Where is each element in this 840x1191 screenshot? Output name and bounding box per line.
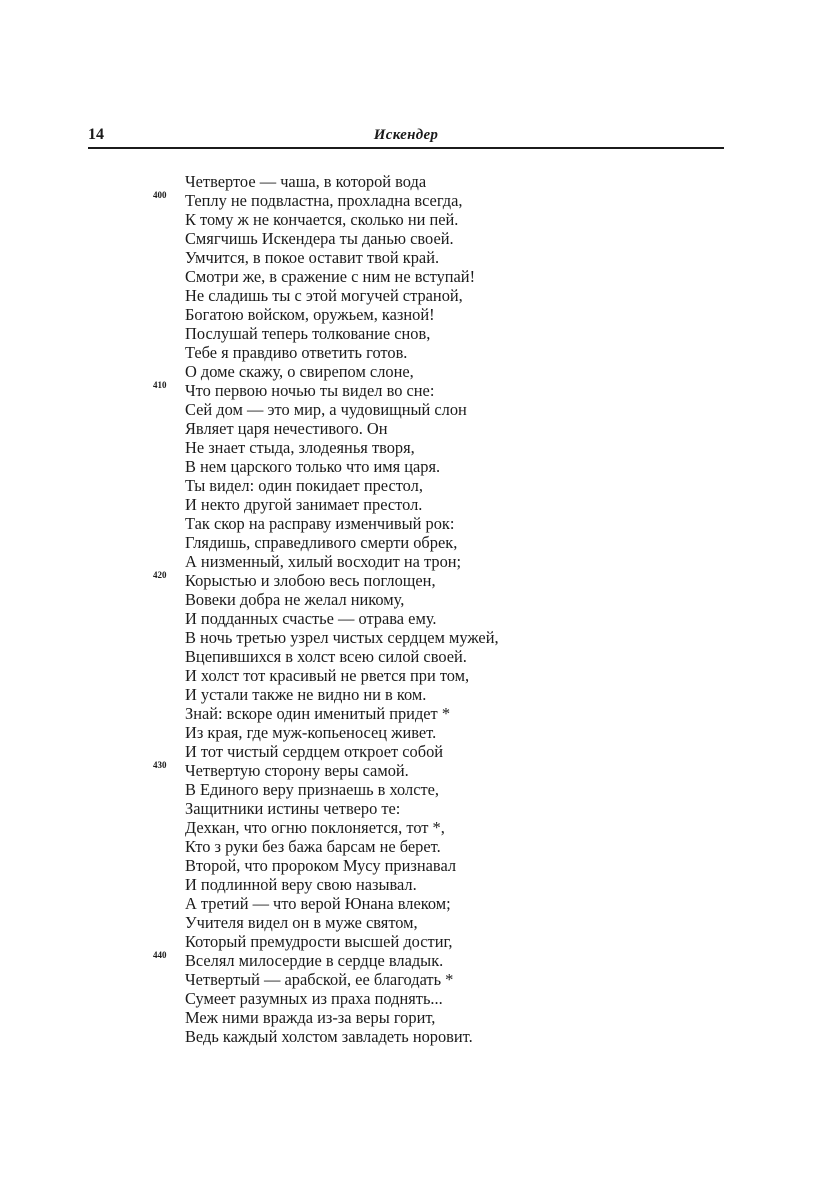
poem-line-text: В нем царского только что имя царя. [185, 457, 441, 476]
running-title: Искендер [373, 127, 439, 143]
poem-line-text: Тебе я правдиво ответить готов. [185, 343, 408, 362]
poem-line [185, 172, 745, 191]
poem-line [185, 362, 745, 381]
poem-line [185, 229, 745, 248]
poem-line-text: Глядишь, справедливого смерти обрек, [185, 533, 458, 552]
line-number: 430 [153, 760, 167, 770]
line-number: 420 [153, 570, 167, 580]
poem-line-text: Вселял милосердие в сердце владык. [185, 951, 444, 970]
poem-line-text: Кто з руки без бажа барсам не берет. [185, 837, 441, 856]
poem-line [185, 932, 745, 951]
poem-line [153, 190, 745, 210]
poem-line-text: Четвертую сторону веры самой. [185, 761, 409, 780]
poem-line [185, 989, 745, 1008]
poem-line [185, 780, 745, 799]
poem-text [153, 172, 745, 1046]
poem-line [185, 856, 745, 875]
poem-line-text: Четвертое — чаша, в которой вода [185, 172, 427, 191]
poem-line [185, 514, 745, 533]
poem-line [185, 723, 745, 742]
poem-line-text: Который премудрости высшей достиг, [185, 932, 453, 951]
poem-line-text: Из края, где муж-копьеносец живет. [185, 723, 437, 742]
poem-line [185, 248, 745, 267]
poem-line [185, 533, 745, 552]
poem-line-text: Что первою ночью ты видел во сне: [185, 381, 435, 400]
poem-line [185, 267, 745, 286]
poem-line-text: Учителя видел он в муже святом, [185, 913, 418, 932]
line-number: 440 [153, 950, 167, 960]
poem-line [185, 666, 745, 685]
header-rule [88, 147, 724, 149]
poem-line [185, 1027, 745, 1046]
poem-line [185, 875, 745, 894]
poem-line-text: Умчится, в покое оставит твой край. [185, 248, 440, 267]
poem-line [185, 628, 745, 647]
poem-line [185, 704, 745, 723]
poem-line [153, 950, 745, 970]
poem-line [185, 400, 745, 419]
poem-line [185, 818, 745, 837]
poem-line [185, 685, 745, 704]
poem-line-text: Ты видел: один покидает престол, [185, 476, 423, 495]
poem-line-text: И холст тот красивый не рвется при том, [185, 666, 470, 685]
line-number: 400 [153, 190, 167, 200]
poem-line-text: Вовеки добра не желал никому, [185, 590, 405, 609]
poem-line [185, 324, 745, 343]
poem-line-text: Смотри же, в сражение с ним не вступай! [185, 267, 476, 286]
page-number: 14 [88, 126, 104, 143]
poem-line-text: Смягчишь Искендера ты данью своей. [185, 229, 454, 248]
poem-line [185, 590, 745, 609]
poem-line [153, 380, 745, 400]
poem-line-text: Знай: вскоре один именитый придет * [185, 704, 451, 723]
poem-line-text: Теплу не подвластна, прохладна всегда, [185, 191, 463, 210]
poem-line [185, 647, 745, 666]
poem-line [185, 419, 745, 438]
poem-line [185, 457, 745, 476]
poem-line-text: И некто другой занимает престол. [185, 495, 423, 514]
poem-line-text: Послушай теперь толкование снов, [185, 324, 431, 343]
poem-line [185, 495, 745, 514]
poem-line-text: К тому ж не кончается, сколько ни пей. [185, 210, 459, 229]
poem-line [185, 343, 745, 362]
poem-line-text: Меж ними вражда из-за веры горит, [185, 1008, 436, 1027]
poem-line-text: Так скор на расправу изменчивый рок: [185, 514, 455, 533]
poem-line [185, 476, 745, 495]
poem-line [185, 913, 745, 932]
poem-line [185, 970, 745, 989]
poem-line-text: Богатою войском, оружьем, казной! [185, 305, 435, 324]
poem-line [153, 760, 745, 780]
poem-line [185, 438, 745, 457]
poem-line [153, 570, 745, 590]
poem-line-text: О доме скажу, о свирепом слоне, [185, 362, 414, 381]
poem-line [185, 305, 745, 324]
poem-line-text: А низменный, хилый восходит на трон; [185, 552, 462, 571]
poem-line [185, 552, 745, 571]
poem-line-text: Ведь каждый холстом завладеть норовит. [185, 1027, 473, 1046]
poem-line [185, 894, 745, 913]
poem-line-text: Дехкан, что огню поклоняется, тот *, [185, 818, 445, 837]
poem-line-text: Корыстью и злобою весь поглощен, [185, 571, 436, 590]
poem-line-text: Защитники истины четверо те: [185, 799, 401, 818]
poem-line-text: Не знает стыда, злодеянья творя, [185, 438, 415, 457]
poem-line-text: В ночь третью узрел чистых сердцем мужей, [185, 628, 499, 647]
poem-line-text: Сумеет разумных из праха поднять... [185, 989, 443, 1008]
poem-line-text: Четвертый — арабской, ее благодать * [185, 970, 454, 989]
poem-line-text: Второй, что пророком Мусу признавал [185, 856, 457, 875]
poem-line [185, 742, 745, 761]
poem-line [185, 837, 745, 856]
poem-line [185, 799, 745, 818]
line-number: 410 [153, 380, 167, 390]
poem-line [185, 286, 745, 305]
poem-line-text: И устали также не видно ни в ком. [185, 685, 427, 704]
poem-line-text: И тот чистый сердцем откроет собой [185, 742, 444, 761]
poem-line-text: А третий — что верой Юнана влеком; [185, 894, 451, 913]
poem-line-text: Не сладишь ты с этой могучей страной, [185, 286, 463, 305]
poem-line-text: Вцепившихся в холст всею силой своей. [185, 647, 467, 666]
poem-line [185, 1008, 745, 1027]
poem-line [185, 609, 745, 628]
poem-line [185, 210, 745, 229]
poem-line-text: В Единого веру признаешь в холсте, [185, 780, 440, 799]
poem-line-text: И подлинной веру свою называл. [185, 875, 417, 894]
poem-line-text: И подданных счастье — отрава ему. [185, 609, 437, 628]
poem-line-text: Являет царя нечестивого. Он [185, 419, 388, 438]
poem-line-text: Сей дом — это мир, а чудовищный слон [185, 400, 467, 419]
